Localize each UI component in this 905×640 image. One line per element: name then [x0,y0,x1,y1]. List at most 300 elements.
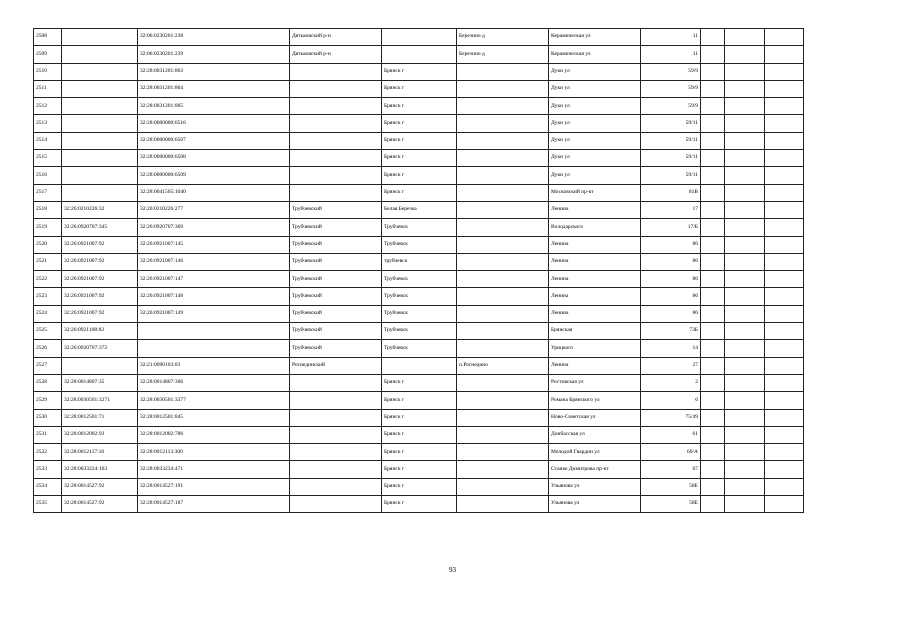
cell-extra-b [725,184,765,201]
cell-street: Дуки ул [549,98,641,115]
cell-cadastral-parent [62,46,138,63]
cell-house-number: 11 [641,29,701,46]
cell-house-number: 60/А [641,444,701,461]
table-row [34,167,804,184]
cell-row-number: 2513 [34,115,62,132]
cell-settlement: Трубчевск [382,219,457,236]
cell-locality [457,80,549,97]
table-row [34,340,804,357]
cell-extra-b [725,374,765,391]
cell-extra-a [701,236,725,253]
cell-locality [457,305,549,322]
cell-row-number: 2525 [34,323,62,340]
cell-extra-a [701,167,725,184]
cell-extra-a [701,219,725,236]
cell-extra-b [725,29,765,46]
cell-settlement: Брянск г [382,150,457,167]
cell-row-number: 2512 [34,98,62,115]
cell-extra-b [725,98,765,115]
cell-extra-a [701,271,725,288]
cell-extra-b [725,236,765,253]
cell-cadastral-parent: 32:26:0921007:92 [62,305,138,322]
cell-cadastral-number: 32:28:0041505:1040 [138,184,290,201]
cell-house-number: 27 [641,357,701,374]
cell-extra-c [765,357,804,374]
cell-house-number: 86 [641,253,701,270]
cell-extra-a [701,63,725,80]
cell-locality [457,426,549,443]
cell-cadastral-parent [62,184,138,201]
cell-locality [457,201,549,218]
cell-extra-a [701,461,725,478]
cell-street: Ульянова ул [549,496,641,513]
table-row [34,115,804,132]
cell-extra-a [701,340,725,357]
cell-extra-a [701,115,725,132]
cell-extra-c [765,253,804,270]
cell-cadastral-parent: 32:28:0030501:3271 [62,392,138,409]
cell-extra-a [701,374,725,391]
cell-settlement: Брянск г [382,426,457,443]
cell-settlement: Брянск г [382,496,457,513]
cell-cadastral-parent [62,63,138,80]
cell-extra-c [765,132,804,149]
cell-locality [457,167,549,184]
cell-house-number: 86 [641,288,701,305]
cell-cadastral-number: 32:28:0031201:864 [138,80,290,97]
cell-district: Трубчевский [290,219,382,236]
cell-district [290,374,382,391]
cell-cadastral-parent [62,150,138,167]
table-row [34,426,804,443]
cell-extra-a [701,444,725,461]
cell-street: Станке Димитрова пр-кт [549,461,641,478]
cell-district [290,98,382,115]
cell-locality [457,236,549,253]
cell-extra-b [725,323,765,340]
cell-settlement: Брянск г [382,478,457,495]
cell-extra-b [725,115,765,132]
cell-cadastral-parent: 32:28:0014527:92 [62,496,138,513]
cell-cadastral-number: 32:28:0012002:786 [138,426,290,443]
cell-settlement: Брянск г [382,63,457,80]
cell-locality [457,98,549,115]
cell-locality [457,219,549,236]
cell-row-number: 2530 [34,409,62,426]
cell-extra-b [725,461,765,478]
cell-settlement: Брянск г [382,184,457,201]
cell-street: Дуки ул [549,63,641,80]
cell-extra-a [701,80,725,97]
cell-settlement [382,29,457,46]
table-row [34,80,804,97]
cell-cadastral-parent [62,115,138,132]
cell-settlement: Белая Березка [382,201,457,218]
cell-row-number: 2528 [34,374,62,391]
cell-cadastral-number: 32:28:0012501:845 [138,409,290,426]
cell-extra-c [765,150,804,167]
cell-locality [457,392,549,409]
cell-cadastral-number: 32:26:0921007:148 [138,288,290,305]
cell-cadastral-parent: 32:26:0921108:82 [62,323,138,340]
cell-extra-a [701,496,725,513]
cell-cadastral-number: 32:21:0090103:83 [138,357,290,374]
cell-locality [457,288,549,305]
cell-extra-a [701,409,725,426]
cell-house-number: 59/11 [641,150,701,167]
table-row [34,219,804,236]
cell-district [290,496,382,513]
cell-house-number: 59/11 [641,115,701,132]
cell-extra-c [765,305,804,322]
cell-extra-c [765,444,804,461]
cell-settlement [382,357,457,374]
cell-extra-a [701,323,725,340]
cell-district [290,132,382,149]
cell-locality [457,496,549,513]
cell-extra-a [701,357,725,374]
cell-row-number: 2509 [34,46,62,63]
cell-extra-c [765,340,804,357]
cell-house-number: 61 [641,426,701,443]
cell-settlement [382,46,457,63]
cell-settlement: Брянск г [382,132,457,149]
cell-extra-c [765,478,804,495]
table-row [34,357,804,374]
table-row [34,46,804,63]
cell-extra-a [701,132,725,149]
cell-district [290,63,382,80]
cell-extra-b [725,392,765,409]
cell-extra-b [725,132,765,149]
table-row [34,29,804,46]
cell-cadastral-number: 32:28:0033234:471 [138,461,290,478]
cell-extra-b [725,357,765,374]
cell-extra-c [765,219,804,236]
cell-locality [457,323,549,340]
cell-district: Трубчевский [290,323,382,340]
cell-district [290,461,382,478]
cell-row-number: 2532 [34,444,62,461]
cell-cadastral-parent: 32:26:0920707:345 [62,219,138,236]
table-row [34,478,804,495]
cell-cadastral-parent [62,29,138,46]
table-row [34,305,804,322]
cell-settlement: трубчевск [382,253,457,270]
cell-district [290,115,382,132]
cell-row-number: 2520 [34,236,62,253]
table-row [34,201,804,218]
cell-cadastral-number: 32:26:0920707:369 [138,219,290,236]
cell-settlement: Брянск г [382,374,457,391]
cell-cadastral-parent: 32:28:0014807:35 [62,374,138,391]
cell-locality [457,63,549,80]
cell-extra-c [765,63,804,80]
cell-settlement: Трубчевск [382,323,457,340]
cell-cadastral-parent: 32:28:0012501:71 [62,409,138,426]
cell-street: Дуки ул [549,167,641,184]
cell-extra-b [725,288,765,305]
cell-cadastral-parent: 32:26:0921007:92 [62,271,138,288]
cell-cadastral-number: 32:26:0921007:145 [138,236,290,253]
cell-cadastral-number [138,340,290,357]
table-row [34,271,804,288]
cell-street: Урицкого [549,340,641,357]
cell-house-number: 2 [641,374,701,391]
cell-district: Рогнединский [290,357,382,374]
cell-row-number: 2515 [34,150,62,167]
cell-cadastral-parent [62,167,138,184]
cell-street: Ново-Советская ул [549,409,641,426]
cell-cadastral-number: 32:06:0230201:239 [138,46,290,63]
cell-extra-c [765,184,804,201]
cell-house-number: 59/11 [641,132,701,149]
cell-house-number: 75/49 [641,409,701,426]
cell-row-number: 2516 [34,167,62,184]
cell-settlement: Брянск г [382,392,457,409]
cell-locality: Березино д [457,46,549,63]
cell-street: Брянская [549,323,641,340]
table-row [34,236,804,253]
cell-district [290,409,382,426]
table-row [34,409,804,426]
cell-row-number: 2522 [34,271,62,288]
cell-house-number: 58Е [641,478,701,495]
cell-house-number: 86 [641,271,701,288]
cell-district: Трубчевский [290,236,382,253]
cell-cadastral-parent: 32:28:0033224:163 [62,461,138,478]
cell-extra-a [701,288,725,305]
cell-street: Дуки ул [549,150,641,167]
cell-street: Дуки ул [549,115,641,132]
cell-street: Ленина [549,271,641,288]
cell-extra-c [765,496,804,513]
table-row [34,374,804,391]
cell-street: Дуки ул [549,80,641,97]
cell-extra-b [725,444,765,461]
cell-cadastral-number: 32:28:0031201:865 [138,98,290,115]
cell-extra-a [701,98,725,115]
cell-district: Трубчевский [290,305,382,322]
cell-cadastral-parent: 32:28:0014527:92 [62,478,138,495]
cell-cadastral-number: 32:28:0000000:6516 [138,115,290,132]
cell-district: Трубчевский [290,340,382,357]
cell-cadastral-number: 32:28:0000000:6507 [138,132,290,149]
cell-row-number: 2518 [34,201,62,218]
cell-extra-c [765,271,804,288]
cell-street: Ленина [549,357,641,374]
cell-house-number: 86 [641,305,701,322]
cell-extra-c [765,426,804,443]
cell-district [290,478,382,495]
cell-row-number: 2523 [34,288,62,305]
cell-row-number: 2534 [34,478,62,495]
table-row [34,461,804,478]
cell-row-number: 2527 [34,357,62,374]
cell-street: Молодой Гвардии ул [549,444,641,461]
cell-street: Ленина [549,201,641,218]
cell-extra-a [701,253,725,270]
cell-street: Ленина [549,236,641,253]
cell-street: Ленина [549,305,641,322]
cell-house-number: 58Е [641,496,701,513]
cell-cadastral-number: 32:28:0014807:366 [138,374,290,391]
cell-district: Трубчевский [290,253,382,270]
cell-locality [457,132,549,149]
cell-locality [457,150,549,167]
cell-locality [457,444,549,461]
cell-extra-a [701,392,725,409]
cell-extra-a [701,305,725,322]
cell-district: Трубчевский [290,271,382,288]
cell-row-number: 2521 [34,253,62,270]
cell-extra-a [701,46,725,63]
cell-district [290,167,382,184]
cell-settlement: Брянск г [382,115,457,132]
cell-settlement: Брянск г [382,409,457,426]
cell-cadastral-parent: 32:28:0012117:16 [62,444,138,461]
cell-street: Донбасская ул [549,426,641,443]
cell-settlement: Трубчевск [382,271,457,288]
cell-extra-b [725,409,765,426]
cell-row-number: 2531 [34,426,62,443]
cell-settlement: Трубчевск [382,340,457,357]
cell-extra-c [765,392,804,409]
cell-house-number: 11 [641,46,701,63]
cell-house-number: 67 [641,461,701,478]
cell-street: Керамическая ул [549,46,641,63]
table-body [34,29,804,513]
cell-street: Дуки ул [549,132,641,149]
cell-district [290,444,382,461]
cell-house-number: 59/11 [641,167,701,184]
cell-district [290,80,382,97]
cell-street: Ульянова ул [549,478,641,495]
cell-extra-c [765,374,804,391]
cell-street: Володарского [549,219,641,236]
cell-extra-b [725,63,765,80]
cell-cadastral-number: 32:26:0921007:146 [138,253,290,270]
cell-house-number: 86 [641,236,701,253]
table-row [34,150,804,167]
cell-extra-a [701,201,725,218]
cell-locality [457,409,549,426]
cell-locality [457,340,549,357]
table-row [34,98,804,115]
cell-extra-c [765,80,804,97]
cell-settlement: Трубчевск [382,288,457,305]
cell-extra-c [765,461,804,478]
cell-row-number: 2524 [34,305,62,322]
cell-extra-a [701,184,725,201]
cell-extra-b [725,253,765,270]
cell-cadastral-number: 32:28:0000000:6508 [138,150,290,167]
cell-street: Керамическая ул [549,29,641,46]
cell-cadastral-parent [62,80,138,97]
cell-locality [457,478,549,495]
cell-extra-a [701,29,725,46]
table-row [34,496,804,513]
cell-locality [457,271,549,288]
cell-settlement: Трубчевск [382,236,457,253]
table-row [34,63,804,80]
cell-cadastral-number: 32:28:0030501:3377 [138,392,290,409]
cell-cadastral-number: 32:06:0230201:238 [138,29,290,46]
cell-street: Ростовская ул [549,374,641,391]
cell-cadastral-number: 32:26:0921007:149 [138,305,290,322]
cell-house-number: 73Б [641,323,701,340]
cell-cadastral-number: 32:28:0014527:187 [138,496,290,513]
cell-extra-b [725,201,765,218]
cell-cadastral-number: 32:28:0014527:191 [138,478,290,495]
registry-table [33,28,804,513]
table-row [34,392,804,409]
cell-extra-b [725,305,765,322]
cell-cadastral-number: 32:28:0000000:6509 [138,167,290,184]
cell-extra-b [725,80,765,97]
cell-street: Романа Брянского ул [549,392,641,409]
cell-cadastral-parent: 32:26:0921007:92 [62,288,138,305]
cell-house-number: 59/9 [641,80,701,97]
cell-extra-c [765,98,804,115]
cell-cadastral-parent: 32:26:0920707:372 [62,340,138,357]
cell-cadastral-number [138,323,290,340]
cell-settlement: Брянск г [382,461,457,478]
cell-cadastral-parent: 32:26:0210226:32 [62,201,138,218]
table-row [34,444,804,461]
cell-cadastral-parent [62,132,138,149]
cell-settlement: Брянск г [382,444,457,461]
cell-row-number: 2517 [34,184,62,201]
cell-extra-c [765,201,804,218]
cell-extra-a [701,426,725,443]
cell-row-number: 2533 [34,461,62,478]
cell-locality [457,115,549,132]
cell-street: Ленина [549,288,641,305]
table-row [34,184,804,201]
cell-house-number: 59/9 [641,63,701,80]
cell-row-number: 2526 [34,340,62,357]
cell-extra-a [701,150,725,167]
cell-settlement: Брянск г [382,80,457,97]
cell-street: Московский пр-кт [549,184,641,201]
cell-extra-b [725,46,765,63]
cell-district: Дятьковский р-н [290,46,382,63]
cell-extra-b [725,150,765,167]
cell-extra-c [765,409,804,426]
cell-extra-b [725,167,765,184]
cell-cadastral-number: 32:28:0031201:863 [138,63,290,80]
cell-row-number: 2529 [34,392,62,409]
cell-house-number: 59/9 [641,98,701,115]
cell-extra-b [725,426,765,443]
cell-district: Трубчевский [290,201,382,218]
cell-cadastral-parent: 32:26:0921007:92 [62,253,138,270]
cell-district [290,426,382,443]
cell-house-number: 17/Б [641,219,701,236]
cell-cadastral-number: 32:28:0012113:300 [138,444,290,461]
cell-settlement: Трубчевск [382,305,457,322]
page-number: 93 [449,566,456,574]
cell-district [290,392,382,409]
cell-district: Дятьковский р-н [290,29,382,46]
cell-extra-c [765,167,804,184]
cell-house-number: 81В [641,184,701,201]
cell-extra-c [765,115,804,132]
cell-house-number: 17 [641,201,701,218]
cell-extra-b [725,219,765,236]
cell-extra-b [725,496,765,513]
